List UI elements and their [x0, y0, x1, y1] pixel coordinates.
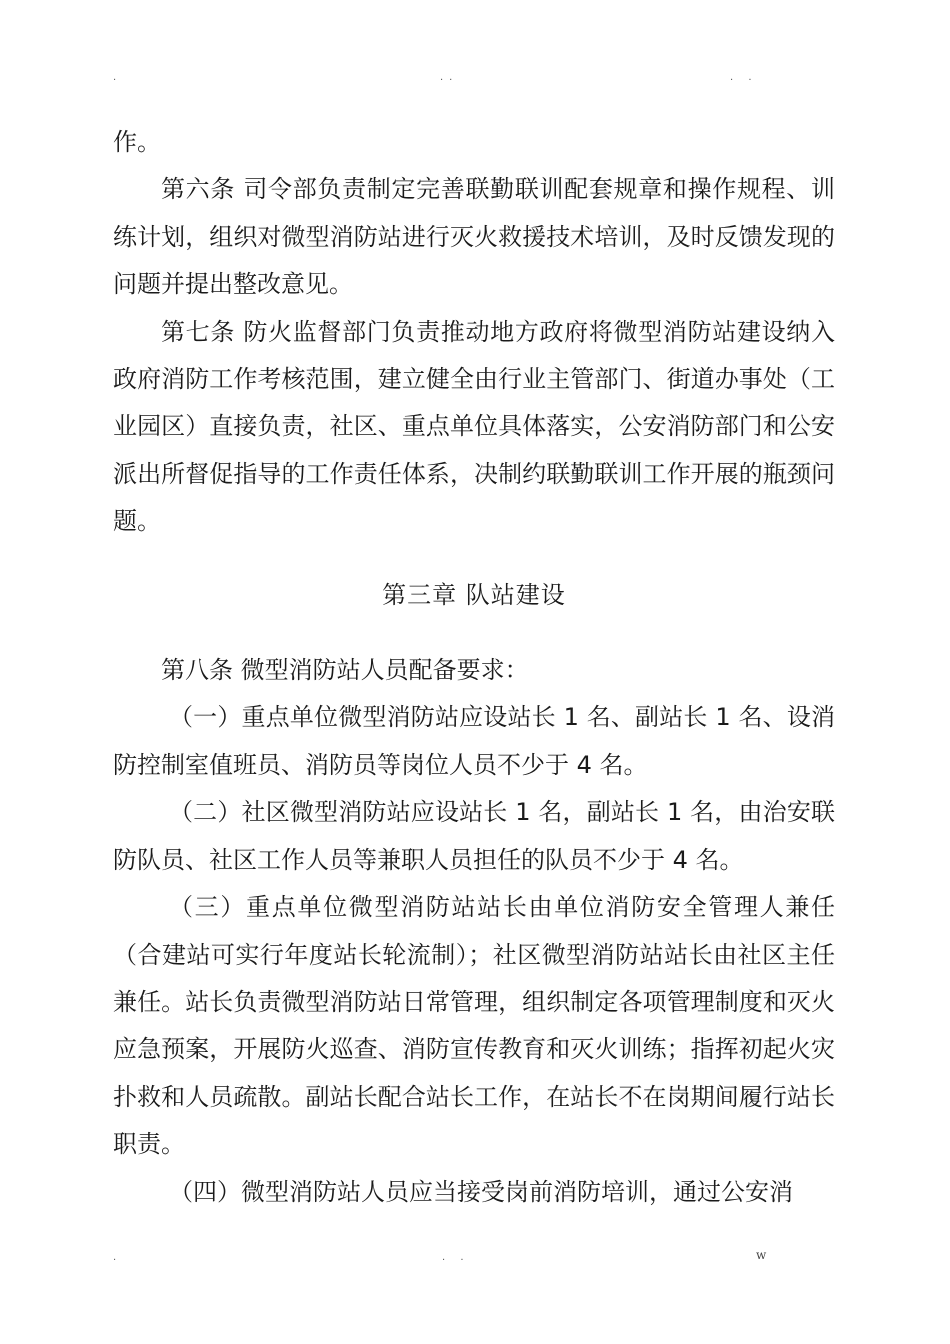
- paragraph-continuation: 作。: [113, 128, 161, 156]
- document-body: [113, 119, 835, 1216]
- footer-mark-left: .: [113, 1252, 123, 1263]
- header-mark-right: . .: [730, 72, 758, 83]
- article-8: 第八条 微型消防站人员配备要求：: [161, 656, 529, 685]
- footer-mark-center: . .: [442, 1252, 470, 1263]
- header-mark-center: ..: [440, 72, 459, 83]
- article-8-item-1: （一）重点单位微型消防站应设站长 1 名、副站长 1 名、设消防控制室值班员、消防员等岗位人员不少于 4 名。: [113, 703, 835, 779]
- article-8-item-2: （二）社区微型消防站应设站长 1 名，副站长 1 名，由治安联防队员、社区工作人员等兼职人员担任的队员不少于 4 名。: [113, 798, 835, 874]
- header-mark-left: .: [113, 72, 123, 83]
- article-8-item-4: （四）微型消防站人员应当接受岗前消防培训，通过公安消: [169, 1177, 793, 1206]
- article-6: 第六条 司令部负责制定完善联勤联训配套规章和操作规程、训练计划，组织对微型消防站进行灭火救援技术培训，及时反馈发现的问题并提出整改意见。: [113, 175, 835, 299]
- footer-mark-right: w: [756, 1248, 767, 1262]
- chapter-heading: 第三章 队站建设: [382, 580, 566, 609]
- article-8-item-3: （三）重点单位微型消防站站长由单位消防安全管理人兼任（合建站可实行年度站长轮流制）；社区微型消防站站长由社区主任兼任。站长负责微型消防站日常管理，组织制定各项管理制度和灭火应急预案，开展防火巡查、消防宣传教育和灭火训练；指挥初起火灾扑救和人员疏散。副站长配合站长工作，在站长不在岗期间履行站长职责。: [113, 893, 835, 1159]
- article-7: 第七条 防火监督部门负责推动地方政府将微型消防站建设纳入政府消防工作考核范围，建立健全由行业主管部门、街道办事处（工业园区）直接负责，社区、重点单位具体落实，公安消防部门和公安派出所督促指导的工作责任体系，决制约联勤联训工作开展的瓶颈问题。: [113, 317, 835, 536]
